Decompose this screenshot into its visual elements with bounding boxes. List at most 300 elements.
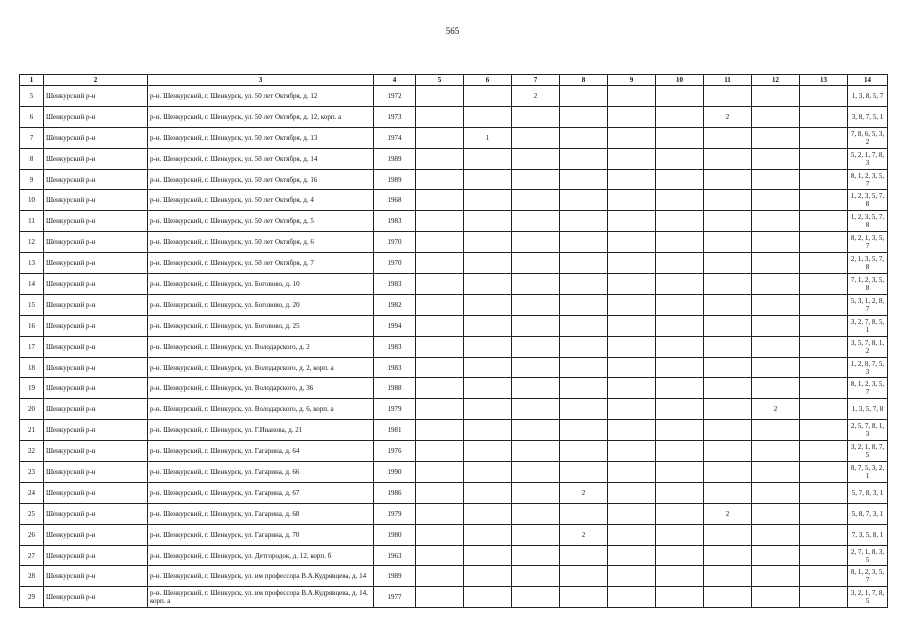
col7-cell bbox=[512, 294, 560, 315]
col5-cell bbox=[416, 524, 464, 545]
col6-cell: 1 bbox=[464, 127, 512, 148]
col13-cell bbox=[800, 441, 848, 462]
year-cell: 1990 bbox=[374, 462, 416, 483]
col10-cell bbox=[656, 587, 704, 608]
col12-cell bbox=[752, 503, 800, 524]
col10-cell bbox=[656, 482, 704, 503]
col8-cell bbox=[560, 190, 608, 211]
col11-cell bbox=[704, 462, 752, 483]
row-number-cell: 9 bbox=[20, 169, 44, 190]
col10-cell bbox=[656, 315, 704, 336]
col6-cell bbox=[464, 315, 512, 336]
district-cell: Шенкурский р-н bbox=[44, 545, 148, 566]
year-cell: 1972 bbox=[374, 86, 416, 107]
col9-cell bbox=[608, 127, 656, 148]
district-cell: Шенкурский р-н bbox=[44, 336, 148, 357]
address-cell: р-н. Шенкурский, г. Шенкурск, ул. Володарского, д. 6, корп. а bbox=[148, 399, 374, 420]
col8-cell bbox=[560, 253, 608, 274]
col6-cell bbox=[464, 336, 512, 357]
col5-cell bbox=[416, 587, 464, 608]
row-number-cell: 5 bbox=[20, 86, 44, 107]
address-cell: р-н. Шенкурский, г. Шенкурск, ул. Боговово, д. 25 bbox=[148, 315, 374, 336]
col9-cell bbox=[608, 482, 656, 503]
row-number-cell: 10 bbox=[20, 190, 44, 211]
col-header: 7 bbox=[512, 75, 560, 86]
district-cell: Шенкурский р-н bbox=[44, 357, 148, 378]
year-cell: 1970 bbox=[374, 232, 416, 253]
col8-cell bbox=[560, 232, 608, 253]
col8-cell bbox=[560, 462, 608, 483]
year-cell: 1983 bbox=[374, 336, 416, 357]
codes-cell: 8, 2, 1, 3, 5, 7 bbox=[848, 232, 888, 253]
col9-cell bbox=[608, 169, 656, 190]
address-cell: р-н. Шенкурский, г. Шенкурск, ул. им профессора В.А.Кудрявцева, д. 14, корп. а bbox=[148, 587, 374, 608]
col6-cell bbox=[464, 357, 512, 378]
codes-cell: 3, 2, 1, 8, 7, 5 bbox=[848, 441, 888, 462]
year-cell: 1994 bbox=[374, 315, 416, 336]
col11-cell bbox=[704, 211, 752, 232]
col5-cell bbox=[416, 441, 464, 462]
col7-cell bbox=[512, 399, 560, 420]
district-cell: Шенкурский р-н bbox=[44, 294, 148, 315]
col6-cell bbox=[464, 211, 512, 232]
year-cell: 1968 bbox=[374, 190, 416, 211]
col7-cell bbox=[512, 253, 560, 274]
row-number-cell: 17 bbox=[20, 336, 44, 357]
codes-cell: 2, 1, 3, 5, 7, 8 bbox=[848, 253, 888, 274]
codes-cell: 8, 1, 2, 3, 5, 7 bbox=[848, 378, 888, 399]
col8-cell bbox=[560, 294, 608, 315]
col9-cell bbox=[608, 86, 656, 107]
col12-cell bbox=[752, 253, 800, 274]
address-cell: р-н. Шенкурский, г. Шенкурск, ул. Гагарина, д. 67 bbox=[148, 482, 374, 503]
page-number: 565 bbox=[445, 26, 460, 36]
address-cell: р-н. Шенкурский, г. Шенкурск, ул. 50 лет Октября, д. 16 bbox=[148, 169, 374, 190]
col7-cell bbox=[512, 482, 560, 503]
codes-cell: 1, 3, 5, 7, 8 bbox=[848, 399, 888, 420]
col13-cell bbox=[800, 294, 848, 315]
col13-cell bbox=[800, 420, 848, 441]
col13-cell bbox=[800, 482, 848, 503]
col10-cell bbox=[656, 420, 704, 441]
row-number-cell: 29 bbox=[20, 587, 44, 608]
district-cell: Шенкурский р-н bbox=[44, 232, 148, 253]
address-cell: р-н. Шенкурский, г. Шенкурск, ул. Детгородок, д. 12, корп. б bbox=[148, 545, 374, 566]
codes-cell: 1, 2, 3, 5, 7, 8 bbox=[848, 190, 888, 211]
col13-cell bbox=[800, 190, 848, 211]
col5-cell bbox=[416, 190, 464, 211]
col9-cell bbox=[608, 399, 656, 420]
col11-cell: 2 bbox=[704, 106, 752, 127]
col6-cell bbox=[464, 274, 512, 295]
codes-cell: 3, 2, 1, 7, 8, 5 bbox=[848, 587, 888, 608]
address-cell: р-н. Шенкурский, г. Шенкурск, ул. Володарского, д. 2, корп. а bbox=[148, 357, 374, 378]
col7-cell bbox=[512, 441, 560, 462]
col11-cell bbox=[704, 545, 752, 566]
col11-cell bbox=[704, 86, 752, 107]
district-cell: Шенкурский р-н bbox=[44, 106, 148, 127]
codes-cell: 5, 2, 1, 7, 8, 3 bbox=[848, 148, 888, 169]
col7-cell bbox=[512, 148, 560, 169]
table-row bbox=[20, 169, 888, 190]
col13-cell bbox=[800, 148, 848, 169]
district-cell: Шенкурский р-н bbox=[44, 169, 148, 190]
col6-cell bbox=[464, 86, 512, 107]
col13-cell bbox=[800, 127, 848, 148]
col10-cell bbox=[656, 462, 704, 483]
col7-cell bbox=[512, 232, 560, 253]
col7-cell bbox=[512, 587, 560, 608]
col7-cell bbox=[512, 274, 560, 295]
col9-cell bbox=[608, 545, 656, 566]
year-cell: 1979 bbox=[374, 399, 416, 420]
col6-cell bbox=[464, 545, 512, 566]
col10-cell bbox=[656, 399, 704, 420]
table-row bbox=[20, 545, 888, 566]
table-row bbox=[20, 524, 888, 545]
col7-cell bbox=[512, 106, 560, 127]
col11-cell bbox=[704, 566, 752, 587]
col10-cell bbox=[656, 232, 704, 253]
table-row bbox=[20, 399, 888, 420]
col10-cell bbox=[656, 294, 704, 315]
codes-cell: 5, 3, 1, 2, 8, 7 bbox=[848, 294, 888, 315]
col8-cell bbox=[560, 336, 608, 357]
codes-cell: 8, 7, 5, 3, 2, 1 bbox=[848, 462, 888, 483]
district-cell: Шенкурский р-н bbox=[44, 399, 148, 420]
col8-cell bbox=[560, 441, 608, 462]
col5-cell bbox=[416, 86, 464, 107]
col7-cell bbox=[512, 420, 560, 441]
col12-cell bbox=[752, 524, 800, 545]
codes-cell: 5, 8, 7, 3, 1 bbox=[848, 503, 888, 524]
row-number-cell: 15 bbox=[20, 294, 44, 315]
col12-cell bbox=[752, 86, 800, 107]
col13-cell bbox=[800, 357, 848, 378]
col11-cell bbox=[704, 399, 752, 420]
table-row bbox=[20, 232, 888, 253]
address-cell: р-н. Шенкурский, г. Шенкурск, ул. Боговово, д. 20 bbox=[148, 294, 374, 315]
col6-cell bbox=[464, 190, 512, 211]
col9-cell bbox=[608, 462, 656, 483]
col9-cell bbox=[608, 190, 656, 211]
col8-cell bbox=[560, 127, 608, 148]
table-row bbox=[20, 503, 888, 524]
col11-cell bbox=[704, 169, 752, 190]
col6-cell bbox=[464, 524, 512, 545]
table-row bbox=[20, 482, 888, 503]
row-number-cell: 24 bbox=[20, 482, 44, 503]
row-number-cell: 28 bbox=[20, 566, 44, 587]
col-header: 10 bbox=[656, 75, 704, 86]
address-cell: р-н. Шенкурский, г. Шенкурск, ул. Гагарина, д. 70 bbox=[148, 524, 374, 545]
col5-cell bbox=[416, 253, 464, 274]
col7-cell bbox=[512, 127, 560, 148]
col8-cell: 2 bbox=[560, 482, 608, 503]
row-number-cell: 23 bbox=[20, 462, 44, 483]
col-header: 11 bbox=[704, 75, 752, 86]
col13-cell bbox=[800, 253, 848, 274]
col5-cell bbox=[416, 357, 464, 378]
col-header: 14 bbox=[848, 75, 888, 86]
table-row bbox=[20, 420, 888, 441]
col13-cell bbox=[800, 106, 848, 127]
col6-cell bbox=[464, 462, 512, 483]
col7-cell bbox=[512, 566, 560, 587]
col11-cell bbox=[704, 127, 752, 148]
col5-cell bbox=[416, 503, 464, 524]
col7-cell bbox=[512, 357, 560, 378]
col9-cell bbox=[608, 357, 656, 378]
year-cell: 1976 bbox=[374, 441, 416, 462]
row-number-cell: 6 bbox=[20, 106, 44, 127]
district-cell: Шенкурский р-н bbox=[44, 587, 148, 608]
col9-cell bbox=[608, 587, 656, 608]
codes-cell: 7, 8, 6, 5, 3, 2 bbox=[848, 127, 888, 148]
col13-cell bbox=[800, 274, 848, 295]
col10-cell bbox=[656, 148, 704, 169]
district-cell: Шенкурский р-н bbox=[44, 420, 148, 441]
table-row bbox=[20, 211, 888, 232]
codes-cell: 1, 2, 3, 5, 7, 8 bbox=[848, 211, 888, 232]
table-row bbox=[20, 253, 888, 274]
col12-cell bbox=[752, 148, 800, 169]
col6-cell bbox=[464, 503, 512, 524]
col5-cell bbox=[416, 294, 464, 315]
address-cell: р-н. Шенкурский, г. Шенкурск, ул. Гагарина, д. 66 bbox=[148, 462, 374, 483]
col7-cell bbox=[512, 545, 560, 566]
col11-cell bbox=[704, 420, 752, 441]
col5-cell bbox=[416, 127, 464, 148]
col13-cell bbox=[800, 524, 848, 545]
col-header: 4 bbox=[374, 75, 416, 86]
housing-register-table bbox=[19, 74, 888, 608]
district-cell: Шенкурский р-н bbox=[44, 482, 148, 503]
col9-cell bbox=[608, 566, 656, 587]
col10-cell bbox=[656, 106, 704, 127]
col5-cell bbox=[416, 482, 464, 503]
codes-cell: 1, 2, 8, 7, 5, 3 bbox=[848, 357, 888, 378]
col6-cell bbox=[464, 148, 512, 169]
codes-cell: 7, 1, 2, 3, 5, 8 bbox=[848, 274, 888, 295]
year-cell: 1983 bbox=[374, 211, 416, 232]
address-cell: р-н. Шенкурский, г. Шенкурск, ул. им профессора В.А.Кудрявцева, д. 14 bbox=[148, 566, 374, 587]
col-header: 1 bbox=[20, 75, 44, 86]
address-cell: р-н. Шенкурский, г. Шенкурск, ул. Гагарина, д. 68 bbox=[148, 503, 374, 524]
district-cell: Шенкурский р-н bbox=[44, 86, 148, 107]
col6-cell bbox=[464, 253, 512, 274]
col9-cell bbox=[608, 378, 656, 399]
col-header: 9 bbox=[608, 75, 656, 86]
col8-cell: 2 bbox=[560, 524, 608, 545]
col8-cell bbox=[560, 357, 608, 378]
year-cell: 1989 bbox=[374, 148, 416, 169]
col7-cell bbox=[512, 336, 560, 357]
col12-cell bbox=[752, 169, 800, 190]
col9-cell bbox=[608, 211, 656, 232]
col10-cell bbox=[656, 190, 704, 211]
col10-cell bbox=[656, 253, 704, 274]
row-number-cell: 8 bbox=[20, 148, 44, 169]
col12-cell bbox=[752, 357, 800, 378]
district-cell: Шенкурский р-н bbox=[44, 462, 148, 483]
col8-cell bbox=[560, 315, 608, 336]
year-cell: 1988 bbox=[374, 378, 416, 399]
col13-cell bbox=[800, 399, 848, 420]
col8-cell bbox=[560, 399, 608, 420]
col12-cell bbox=[752, 441, 800, 462]
row-number-cell: 13 bbox=[20, 253, 44, 274]
col8-cell bbox=[560, 503, 608, 524]
row-number-cell: 16 bbox=[20, 315, 44, 336]
col12-cell bbox=[752, 315, 800, 336]
col9-cell bbox=[608, 274, 656, 295]
col12-cell bbox=[752, 232, 800, 253]
col13-cell bbox=[800, 462, 848, 483]
col7-cell bbox=[512, 315, 560, 336]
codes-cell: 2, 7, 1, 8, 3, 5 bbox=[848, 545, 888, 566]
address-cell: р-н. Шенкурский, г. Шенкурск, ул. 50 лет Октября, д. 4 bbox=[148, 190, 374, 211]
district-cell: Шенкурский р-н bbox=[44, 211, 148, 232]
col-header: 12 bbox=[752, 75, 800, 86]
address-cell: р-н. Шенкурский, г. Шенкурск, ул. 50 лет Октября, д. 12, корп. а bbox=[148, 106, 374, 127]
col13-cell bbox=[800, 566, 848, 587]
codes-cell: 5, 7, 8, 3, 1 bbox=[848, 482, 888, 503]
codes-cell: 1, 3, 8, 5, 7 bbox=[848, 86, 888, 107]
col-header: 5 bbox=[416, 75, 464, 86]
table-row bbox=[20, 148, 888, 169]
col12-cell bbox=[752, 482, 800, 503]
col5-cell bbox=[416, 169, 464, 190]
col13-cell bbox=[800, 378, 848, 399]
address-cell: р-н. Шенкурский, г. Шенкурск, ул. 50 лет Октября, д. 5 bbox=[148, 211, 374, 232]
table-row bbox=[20, 127, 888, 148]
col8-cell bbox=[560, 169, 608, 190]
col9-cell bbox=[608, 253, 656, 274]
row-number-cell: 21 bbox=[20, 420, 44, 441]
address-cell: р-н. Шенкурский, г. Шенкурск, ул. Боговово, д. 10 bbox=[148, 274, 374, 295]
col9-cell bbox=[608, 148, 656, 169]
codes-cell: 3, 5, 7, 8, 1, 2 bbox=[848, 336, 888, 357]
col10-cell bbox=[656, 566, 704, 587]
col12-cell bbox=[752, 211, 800, 232]
col5-cell bbox=[416, 566, 464, 587]
col12-cell bbox=[752, 127, 800, 148]
col12-cell bbox=[752, 420, 800, 441]
col7-cell bbox=[512, 524, 560, 545]
col9-cell bbox=[608, 106, 656, 127]
col10-cell bbox=[656, 211, 704, 232]
col13-cell bbox=[800, 211, 848, 232]
col11-cell bbox=[704, 482, 752, 503]
col5-cell bbox=[416, 106, 464, 127]
col7-cell bbox=[512, 169, 560, 190]
col10-cell bbox=[656, 336, 704, 357]
col6-cell bbox=[464, 294, 512, 315]
year-cell: 1989 bbox=[374, 566, 416, 587]
col5-cell bbox=[416, 545, 464, 566]
district-cell: Шенкурский р-н bbox=[44, 441, 148, 462]
codes-cell: 8, 1, 2, 3, 5, 7 bbox=[848, 169, 888, 190]
col10-cell bbox=[656, 524, 704, 545]
col12-cell bbox=[752, 462, 800, 483]
col11-cell bbox=[704, 587, 752, 608]
district-cell: Шенкурский р-н bbox=[44, 566, 148, 587]
col10-cell bbox=[656, 441, 704, 462]
col7-cell bbox=[512, 378, 560, 399]
col11-cell bbox=[704, 274, 752, 295]
col7-cell bbox=[512, 503, 560, 524]
col8-cell bbox=[560, 106, 608, 127]
col6-cell bbox=[464, 106, 512, 127]
col10-cell bbox=[656, 127, 704, 148]
col5-cell bbox=[416, 399, 464, 420]
col11-cell bbox=[704, 294, 752, 315]
year-cell: 1982 bbox=[374, 294, 416, 315]
col8-cell bbox=[560, 274, 608, 295]
col7-cell bbox=[512, 190, 560, 211]
col11-cell bbox=[704, 232, 752, 253]
row-number-cell: 27 bbox=[20, 545, 44, 566]
row-number-cell: 25 bbox=[20, 503, 44, 524]
address-cell: р-н. Шенкурский, г. Шенкурск, ул. Володарского, д. 36 bbox=[148, 378, 374, 399]
table-row bbox=[20, 441, 888, 462]
codes-cell: 7, 3, 5, 8, 1 bbox=[848, 524, 888, 545]
year-cell: 1977 bbox=[374, 587, 416, 608]
district-cell: Шенкурский р-н bbox=[44, 274, 148, 295]
year-cell: 1983 bbox=[374, 274, 416, 295]
col7-cell: 2 bbox=[512, 86, 560, 107]
col-header: 2 bbox=[44, 75, 148, 86]
row-number-cell: 11 bbox=[20, 211, 44, 232]
row-number-cell: 20 bbox=[20, 399, 44, 420]
col10-cell bbox=[656, 503, 704, 524]
year-cell: 1980 bbox=[374, 524, 416, 545]
column-number-header-row bbox=[20, 75, 888, 86]
col11-cell bbox=[704, 378, 752, 399]
col8-cell bbox=[560, 545, 608, 566]
address-cell: р-н. Шенкурский, г. Шенкурск, ул. Г.Иванова, д. 21 bbox=[148, 420, 374, 441]
col11-cell bbox=[704, 357, 752, 378]
col6-cell bbox=[464, 378, 512, 399]
col13-cell bbox=[800, 587, 848, 608]
address-cell: р-н. Шенкурский, г. Шенкурск, ул. 50 лет Октября, д. 13 bbox=[148, 127, 374, 148]
col11-cell bbox=[704, 148, 752, 169]
col8-cell bbox=[560, 420, 608, 441]
table-row bbox=[20, 336, 888, 357]
year-cell: 1974 bbox=[374, 127, 416, 148]
col9-cell bbox=[608, 420, 656, 441]
year-cell: 1989 bbox=[374, 169, 416, 190]
col11-cell bbox=[704, 441, 752, 462]
year-cell: 1973 bbox=[374, 106, 416, 127]
col6-cell bbox=[464, 232, 512, 253]
row-number-cell: 19 bbox=[20, 378, 44, 399]
col11-cell bbox=[704, 190, 752, 211]
col9-cell bbox=[608, 294, 656, 315]
codes-cell: 3, 2, 7, 8, 5, 1 bbox=[848, 315, 888, 336]
table-row bbox=[20, 86, 888, 107]
table-row bbox=[20, 274, 888, 295]
col6-cell bbox=[464, 587, 512, 608]
col8-cell bbox=[560, 211, 608, 232]
col9-cell bbox=[608, 524, 656, 545]
col6-cell bbox=[464, 441, 512, 462]
col-header: 8 bbox=[560, 75, 608, 86]
col5-cell bbox=[416, 274, 464, 295]
col10-cell bbox=[656, 169, 704, 190]
col13-cell bbox=[800, 336, 848, 357]
